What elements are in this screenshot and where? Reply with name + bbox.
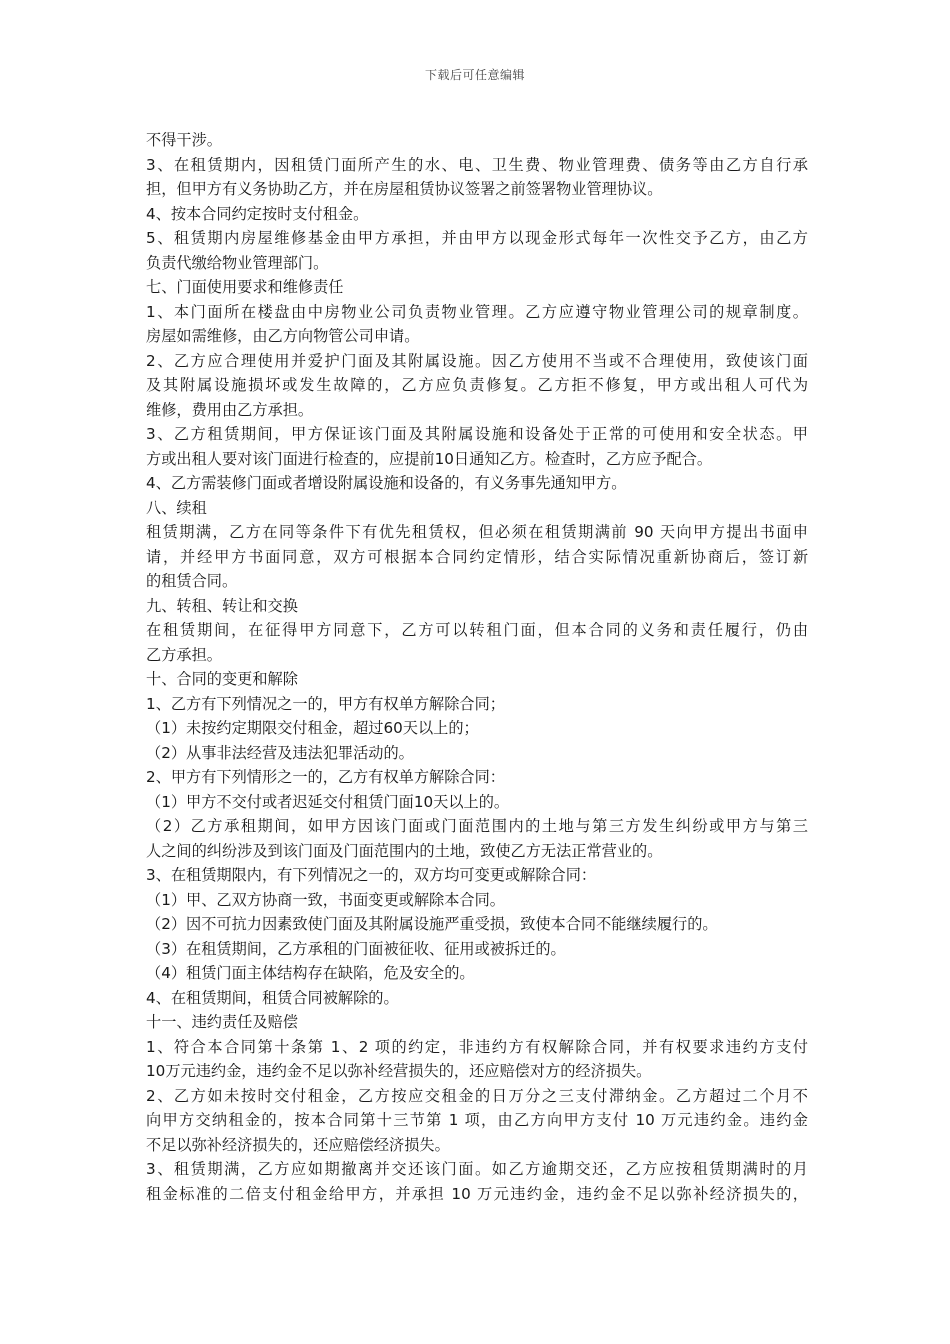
document-body xyxy=(146,128,808,1206)
document-line: 在租赁期间，在征得甲方同意下，乙方可以转租门面，但本合同的义务和责任履行，仍由 xyxy=(146,621,808,639)
document-line: 九、转租、转让和交换 xyxy=(146,596,298,615)
document-line: （1）甲、乙双方协商一致，书面变更或解除本合同。 xyxy=(146,890,505,909)
document-line: 担，但甲方有义务协助乙方，并在房屋租赁协议签署之前签署物业管理协议。 xyxy=(146,180,663,198)
document-line: 租赁期满，乙方在同等条件下有优先租赁权，但必须在租赁期满前 90 天向甲方提出书面申 xyxy=(146,523,808,541)
document-line: （1）甲方不交付或者迟延交付租赁门面10天以上的。 xyxy=(146,792,510,811)
document-line: （3）在租赁期间，乙方承租的门面被征收、征用或被拆迁的。 xyxy=(146,939,566,958)
document-line: 方或出租人要对该门面进行检查的，应提前10日通知乙方。检查时，乙方应予配合。 xyxy=(146,449,713,468)
document-line: 2、甲方有下列情形之一的，乙方有权单方解除合同： xyxy=(146,768,505,786)
page-header: 下载后可任意编辑 xyxy=(424,68,525,82)
document-line: 请，并经甲方书面同意，双方可根据本合同约定情形，结合实际情况重新协商后，签订新 xyxy=(146,547,808,566)
document-line: （2）乙方承租期间，如甲方因该门面或门面范围内的土地与第三方发生纠纷或甲方与第三 xyxy=(146,817,808,835)
document-line: 十一、违约责任及赔偿 xyxy=(146,1013,298,1031)
document-line: 乙方承担。 xyxy=(146,645,222,664)
document-line: 1、本门面所在楼盘由中房物业公司负责物业管理。乙方应遵守物业管理公司的规章制度。 xyxy=(146,302,808,321)
document-line: （4）租赁门面主体结构存在缺陷，危及安全的。 xyxy=(146,964,475,982)
document-line: 1、乙方有下列情况之一的，甲方有权单方解除合同； xyxy=(146,694,505,713)
document-line: 3、租赁期满，乙方应如期撤离并交还该门面。如乙方逾期交还，乙方应按租赁期满时的月 xyxy=(146,1160,808,1178)
document-line: （2）因不可抗力因素致使门面及其附属设施严重受损，致使本合同不能继续履行的。 xyxy=(146,915,718,933)
document-line: 2、乙方应合理使用并爱护门面及其附属设施。因乙方使用不当或不合理使用，致使该门面 xyxy=(146,351,808,370)
document-line: 3、在租赁期限内，有下列情况之一的，双方均可变更或解除合同： xyxy=(146,866,597,884)
document-line: 及其附属设施损坏或发生故障的，乙方应负责修复。乙方拒不修复，甲方或出租人可代为 xyxy=(146,376,808,394)
document-line: 4、按本合同约定按时支付租金。 xyxy=(146,204,369,223)
document-line: 负责代缴给物业管理部门。 xyxy=(146,253,329,272)
document-line: 七、门面使用要求和维修责任 xyxy=(146,278,344,296)
document-line: 2、乙方如未按时交付租金，乙方按应交租金的日万分之三支付滞纳金。乙方超过二个月不 xyxy=(146,1086,808,1105)
document-line: 八、续租 xyxy=(146,498,207,517)
document-line: 租金标准的二倍支付租金给甲方，并承担 10 万元违约金，违约金不足以弥补经济损失的， xyxy=(146,1184,808,1203)
document-line: 3、在租赁期内，因租赁门面所产生的水、电、卫生费、物业管理费、债务等由乙方自行承 xyxy=(146,155,808,174)
document-line: 的租赁合同。 xyxy=(146,572,238,590)
document-line: （2）从事非法经营及违法犯罪活动的。 xyxy=(146,743,414,762)
document-line: 10万元违约金，违约金不足以弥补经营损失的，还应赔偿对方的经济损失。 xyxy=(146,1062,652,1080)
document-line: 不得干涉。 xyxy=(146,131,222,149)
document-line: 维修，费用由乙方承担。 xyxy=(146,400,314,419)
document-line: 十、合同的变更和解除 xyxy=(146,670,298,688)
document-line: 3、乙方租赁期间，甲方保证该门面及其附属设施和设备处于正常的可使用和安全状态。甲 xyxy=(146,425,808,443)
document-line: 不足以弥补经济损失的，还应赔偿经济损失。 xyxy=(146,1135,450,1154)
document-line: 4、乙方需装修门面或者增设附属设施和设备的，有义务事先通知甲方。 xyxy=(146,474,627,492)
document-line: 4、在租赁期间，租赁合同被解除的。 xyxy=(146,988,399,1007)
document-line: 人之间的纠纷涉及到该门面及门面范围内的土地，致使乙方无法正常营业的。 xyxy=(146,841,663,860)
document-line: 房屋如需维修，由乙方向物管公司申请。 xyxy=(146,327,420,345)
document-line: 1、符合本合同第十条第 1、2 项的约定，非违约方有权解除合同，并有权要求违约方支付 xyxy=(146,1037,808,1056)
document-line: （1）未按约定期限交付租金，超过60天以上的； xyxy=(146,719,479,737)
document-line: 向甲方交纳租金的，按本合同第十三节第 1 项，由乙方向甲方支付 10 万元违约金。违约金 xyxy=(146,1111,808,1129)
document-line: 5、租赁期内房屋维修基金由甲方承担，并由甲方以现金形式每年一次性交予乙方，由乙方 xyxy=(146,229,808,247)
